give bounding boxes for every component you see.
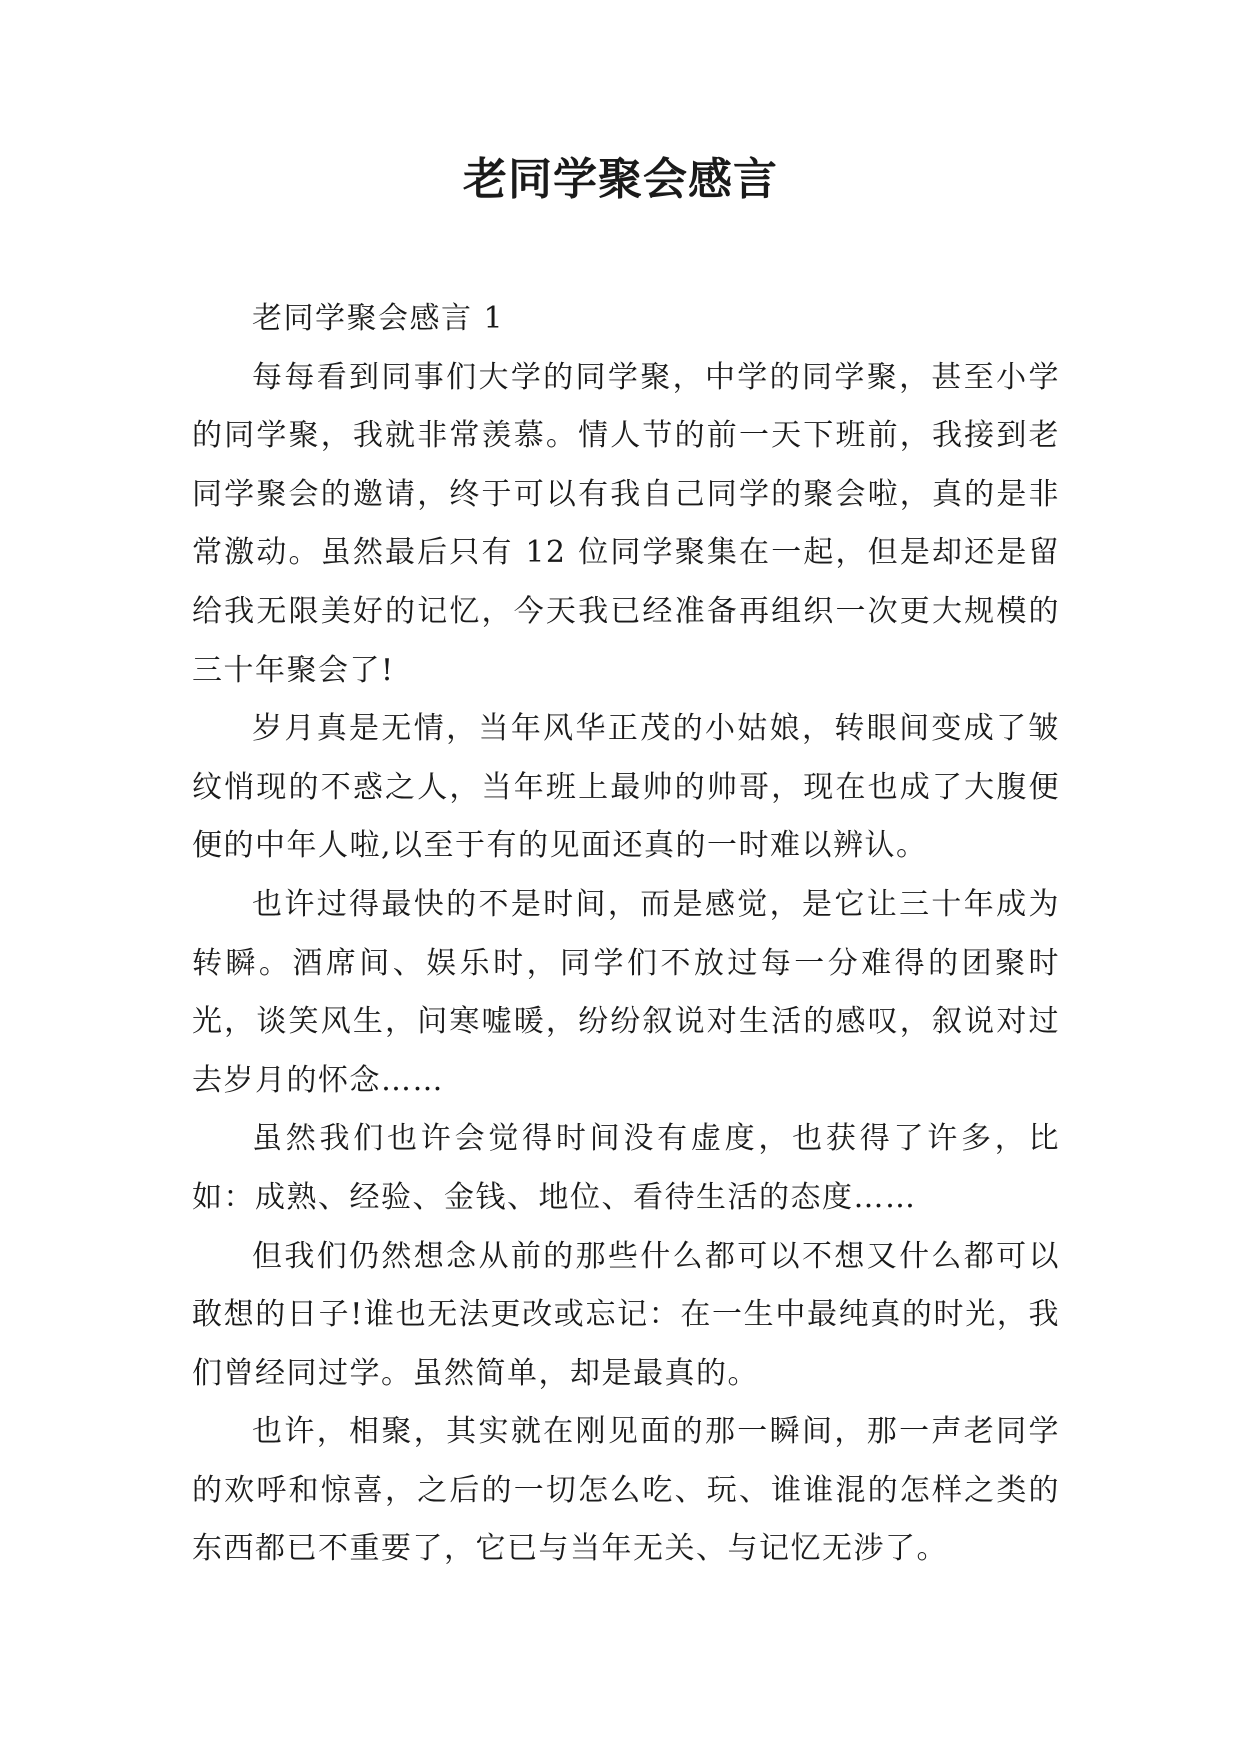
section-heading: 老同学聚会感言 1 (252, 301, 505, 336)
paragraph-5: 但我们仍然想念从前的那些什么都可以不想又什么都可以敢想的日子!谁也无法更改或忘记：在一生中最纯真的时光，我们曾经同过学。虽然简单，却是最真的。 (192, 1238, 1060, 1391)
paragraph-1: 每每看到同事们大学的同学聚，中学的同学聚，甚至小学的同学聚，我就非常羡慕。情人节的前一天下班前，我接到老同学聚会的邀请，终于可以有我自己同学的聚会啦，真的是非常激动。虽然最后只有 12 位同学聚集在一起，但是却还是留给我无限美好的记忆，今天我已经准备再组织一次更大规模的三十年聚会了! (192, 359, 1060, 688)
paragraph-2: 岁月真是无情，当年风华正茂的小姑娘，转眼间变成了皱纹悄现的不惑之人，当年班上最帅的帅哥，现在也成了大腹便便的中年人啦,以至于有的见面还真的一时难以辨认。 (192, 711, 1060, 864)
document-body (192, 290, 1060, 1579)
paragraph-3: 也许过得最快的不是时间，而是感觉，是它让三十年成为转瞬。酒席间、娱乐时，同学们不放过每一分难得的团聚时光，谈笑风生，问寒嘘暖，纷纷叙说对生活的感叹，叙说对过去岁月的怀念…… (192, 886, 1060, 1098)
document-title: 老同学聚会感言 (463, 154, 778, 205)
paragraph-6: 也许，相聚，其实就在刚见面的那一瞬间，那一声老同学的欢呼和惊喜，之后的一切怎么吃、玩、谁谁混的怎样之类的东西都已不重要了，它已与当年无关、与记忆无涉了。 (192, 1414, 1060, 1567)
paragraph-4: 虽然我们也许会觉得时间没有虚度，也获得了许多，比如：成熟、经验、金钱、地位、看待生活的态度…… (192, 1121, 1060, 1215)
